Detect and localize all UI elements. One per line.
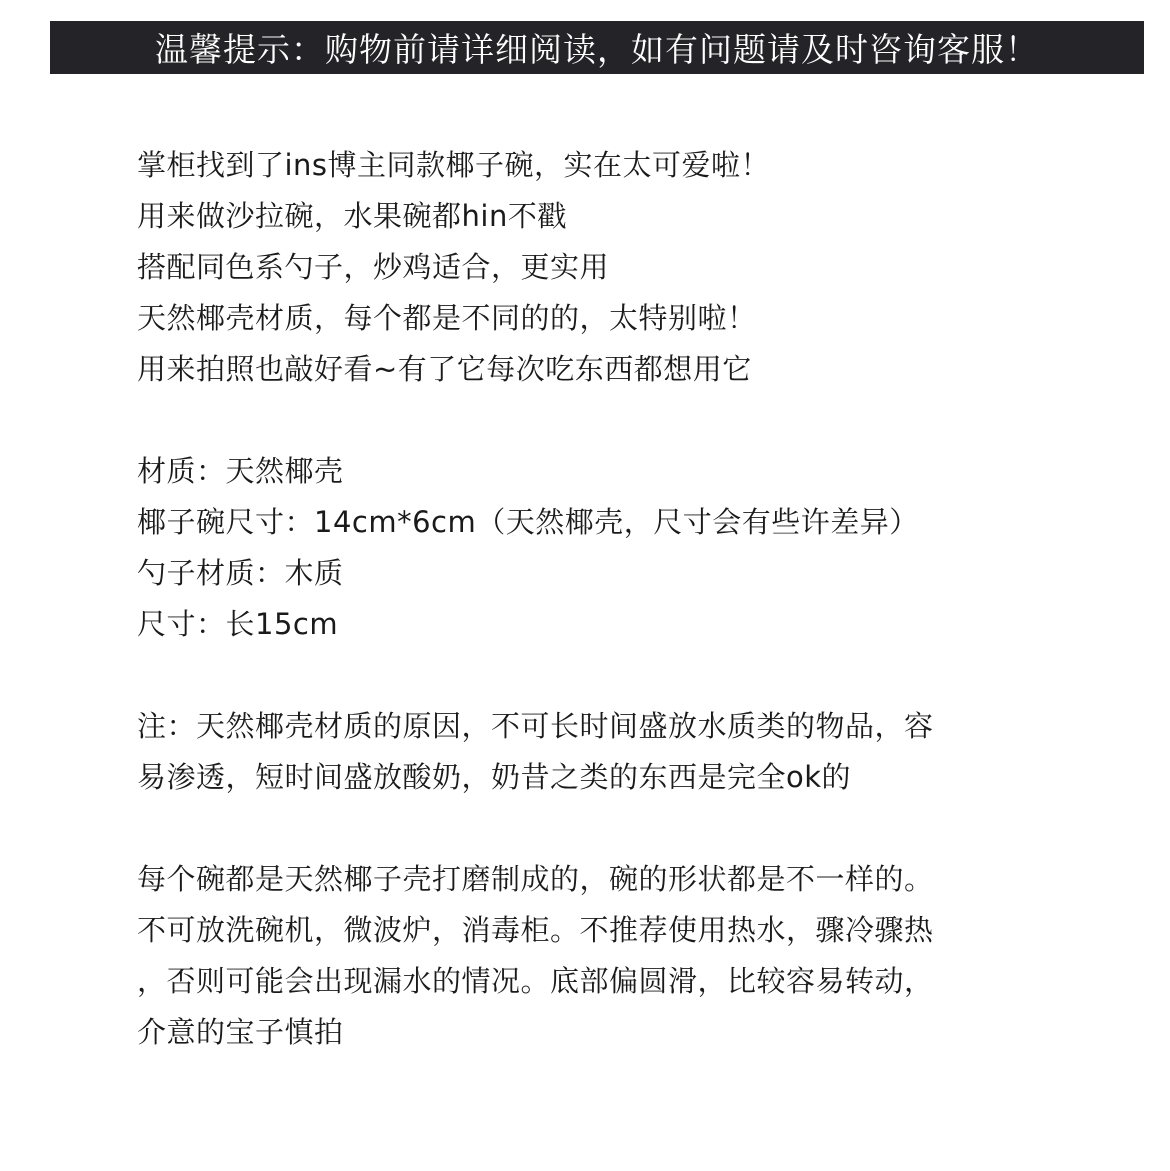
section-spacer [137, 395, 1097, 446]
notice-banner-text: 温馨提示：购物前请详细阅读，如有问题请及时咨询客服！ [155, 30, 1039, 69]
spec-material: 材质：天然椰壳 [137, 454, 344, 488]
product-description [137, 140, 1097, 1058]
intro-line: 掌柜找到了ins博主同款椰子碗，实在太可爱啦！ [137, 148, 771, 182]
intro-line: 用来做沙拉碗，水果碗都hin不戳 [137, 199, 567, 233]
spec-spoon-material: 勺子材质：木质 [137, 556, 344, 590]
notice-banner [50, 21, 1144, 74]
intro-line: 天然椰壳材质，每个都是不同的的，太特别啦！ [137, 301, 757, 335]
note-section [137, 701, 1097, 803]
note-line: 注：天然椰壳材质的原因，不可长时间盛放水质类的物品，容 [137, 709, 934, 743]
intro-line: 搭配同色系勺子，炒鸡适合，更实用 [137, 250, 610, 284]
section-spacer [137, 803, 1097, 854]
care-section [137, 854, 1097, 1058]
intro-line: 用来拍照也敲好看~有了它每次吃东西都想用它 [137, 352, 752, 386]
spec-bowl-size: 椰子碗尺寸：14cm*6cm（天然椰壳，尺寸会有些许差异） [137, 505, 919, 539]
intro-section [137, 140, 1097, 395]
care-line: ，否则可能会出现漏水的情况。底部偏圆滑，比较容易转动， [137, 964, 934, 998]
note-line: 易渗透，短时间盛放酸奶，奶昔之类的东西是完全ok的 [137, 760, 852, 794]
section-spacer [137, 650, 1097, 701]
care-line: 每个碗都是天然椰子壳打磨制成的，碗的形状都是不一样的。 [137, 862, 934, 896]
spec-spoon-size: 尺寸：长15cm [137, 607, 339, 641]
specs-section [137, 446, 1097, 650]
care-line: 介意的宝子慎拍 [137, 1015, 344, 1049]
care-line: 不可放洗碗机，微波炉，消毒柜。不推荐使用热水，骤冷骤热 [137, 913, 934, 947]
